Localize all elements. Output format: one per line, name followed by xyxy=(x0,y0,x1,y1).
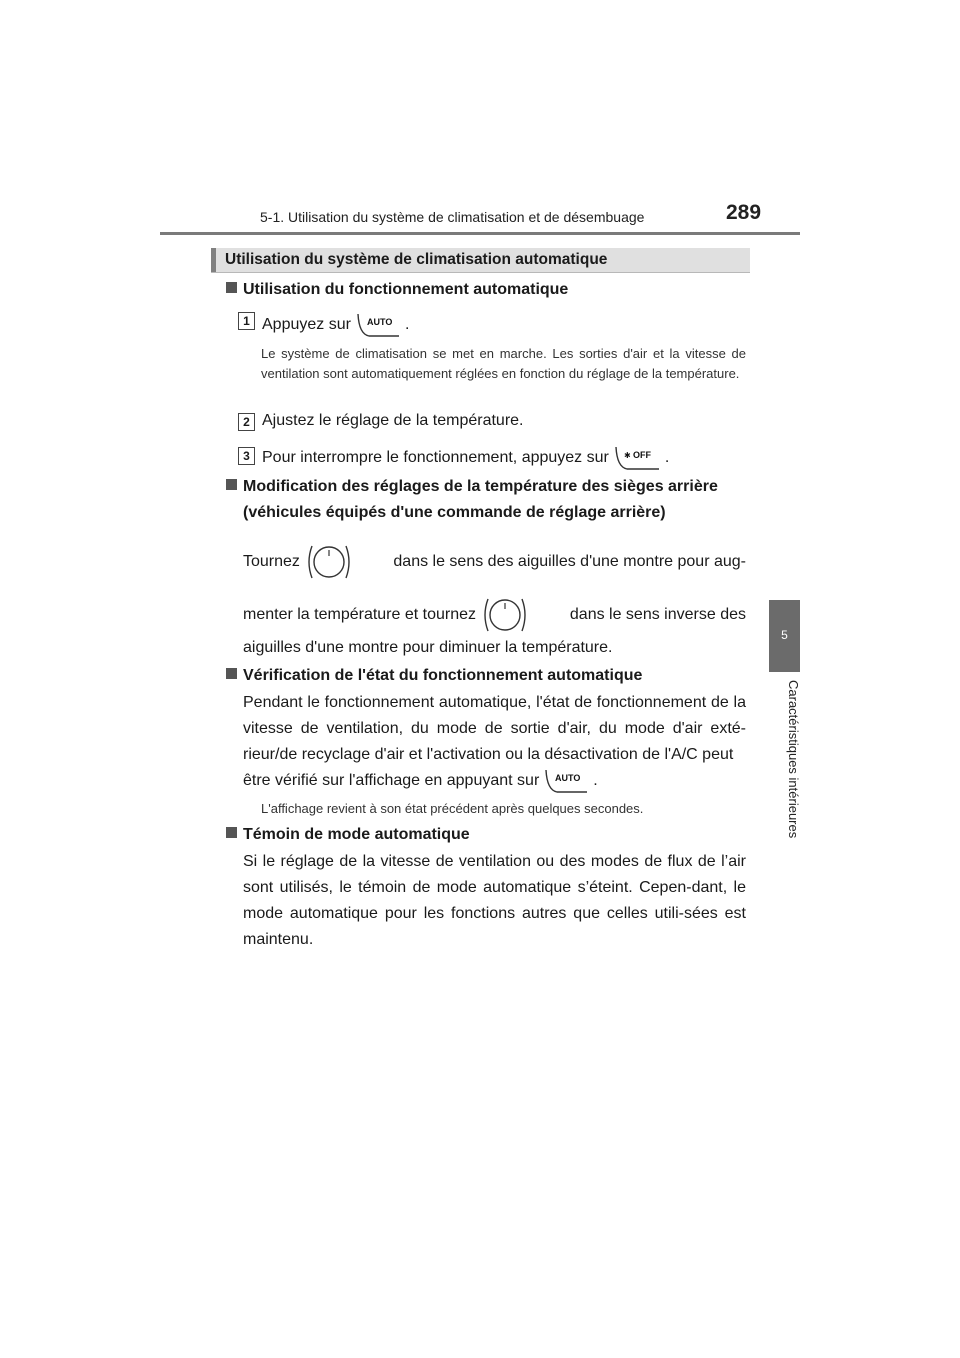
indicator-text: Si le réglage de la vitesse de ventilation ou des modes de flux de l’air sont utilisés, le témoin de mode automatique s’éteint. Cepen-dant, le mode automatique pour les fonctions autres que celles utili-sées est maintenu. xyxy=(243,853,746,948)
svg-text:AUTO: AUTO xyxy=(555,773,581,783)
step-1-text: Appuyez sur AUTO . xyxy=(262,310,409,340)
section-title: Utilisation du système de climatisation automatique xyxy=(225,251,608,268)
heading-rear-temperature: Modification des réglages de la température des sièges arrière xyxy=(226,474,746,500)
auto-button-icon xyxy=(543,768,589,794)
step-2-text: Ajustez le réglage de la température. xyxy=(262,412,524,429)
chapter-title: 5-1. Utilisation du système de climatisation et de désembuage xyxy=(260,209,645,225)
fan-off-button-icon xyxy=(613,445,661,471)
rotary-knob-icon xyxy=(482,595,528,635)
verify-text-last: être vérifié sur l'affichage en appuyant sur AUTO . xyxy=(243,766,598,796)
heading-verify-auto: Vérification de l'état du fonctionnement automatique xyxy=(226,663,642,689)
step-1-note: Le système de climatisation se met en marche. Les sorties d'air et la vitesse de ventilation sont automatiquement réglées en fonction du réglage de la température. xyxy=(261,346,746,381)
heading-auto-operation: Utilisation du fonctionnement automatique xyxy=(226,277,568,303)
step-3-text: Pour interrompre le fonctionnement, appuyez sur ✱ OFF . xyxy=(262,443,669,473)
heading-rear-temperature-line2: (véhicules équipés d'une commande de réglage arrière) xyxy=(243,504,666,521)
step-number-1: 1 xyxy=(238,312,255,330)
step-number-3: 3 xyxy=(238,447,255,465)
verify-note: L'affichage revient à son état précédent après quelques secondes. xyxy=(261,801,644,816)
step-number-2: 2 xyxy=(238,413,255,431)
square-bullet-icon xyxy=(226,827,237,838)
verify-text: Pendant le fonctionnement automatique, l'état de fonctionnement de la vitesse de ventilation, du mode de sortie d'air, du mode d'air exté-rieur/de recyclage d'air et l'activation ou la désactivation de l'A/C peut xyxy=(243,694,746,763)
rear-line-1: Tournez dans le sens des aiguilles d'une montre pour aug- xyxy=(243,542,746,582)
rotary-knob-icon xyxy=(306,542,352,582)
page-number: 289 xyxy=(726,201,762,224)
svg-text:✱: ✱ xyxy=(623,451,631,460)
chapter-tab-number: 5 xyxy=(781,628,788,642)
section-title-accent xyxy=(211,248,216,272)
svg-text:AUTO: AUTO xyxy=(366,317,393,327)
rear-line-3: aiguilles d'une montre pour diminuer la température. xyxy=(243,639,613,656)
chapter-tab-label: Caractéristiques intérieures xyxy=(786,680,801,839)
square-bullet-icon xyxy=(226,282,237,293)
heading-auto-indicator: Témoin de mode automatique xyxy=(226,822,470,848)
section-title-bar xyxy=(211,248,750,273)
square-bullet-icon xyxy=(226,668,237,679)
svg-text:OFF: OFF xyxy=(632,450,651,460)
auto-button-icon xyxy=(355,312,401,338)
header-rule xyxy=(160,232,800,235)
square-bullet-icon xyxy=(226,479,237,490)
rear-line-2: menter la température et tournez dans le sens inverse des xyxy=(243,595,746,635)
